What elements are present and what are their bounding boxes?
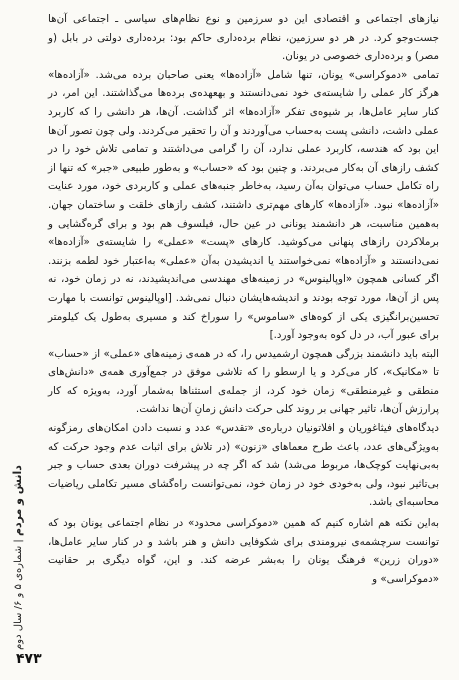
journal-title: دانش و مردم <box>10 465 24 537</box>
running-head-text: دانش و مردم | شماره‌ی ۵ و ۶/ سال دوم <box>10 465 24 650</box>
page-number: ۴۷۳ <box>16 651 42 667</box>
issue-info: شماره‌ی ۵ و ۶/ سال دوم <box>12 545 24 650</box>
paragraph-4: دیدگاه‌های فیثاغوریان و افلاتونیان درباره‌ی «تقدس» عدد و نسبت دادن امکان‌های رمزگونه به‌ویژگی‌های عدد، باعث طرح معماهای «زنون» (در تلاش برای اثبات عدم وجود حرکت که به‌بی‌نهایت کوچک‌ها، مربوط می‌شد) شد که اگر چه در پیشرفت دوران بعدی حساب و جبر بی‌تاثیر نبود، ولی به‌خودی خود در زمان خود، نمی‌توانست راه‌گشای مسیر تکاملی ریاضیات محاسبه‌ای باشد. <box>48 422 439 509</box>
paragraph-5: به‌این نکته هم اشاره کنیم که همین «دموکراسی محدود» در نظام اجتماعی یونان بود که توانست سرچشمه‌ی نیرومندی برای شکوفایی دانش و هنر باشد و در کنار سایر عامل‌ها، «دوران زرین» فرهنگ یونان را به‌بشر عرضه کند. و این، گواه دیگری بر حقانیت «دموکراسی» و <box>48 517 439 585</box>
paragraph-3: البته باید دانشمند بزرگی همچون ارشمیدس را، که در همه‌ی زمینه‌های «عملی» از «حساب» تا «مکانیک»، کار می‌کرد و یا ارسطو را که تلاشی موفق در جمع‌آوری همه‌ی «دانش‌های منطقی و غیرمنطقی» زمان خود کرد، از جمله‌ی استثناها به‌شمار آورد، به‌ویژه که کار پرارزش آن‌ها، تاثیر جهانی بر روند کلی حرکت دانش زمانِ آن‌ها نداشت. <box>48 347 439 416</box>
body-text <box>48 10 439 588</box>
paragraph-2: تمامی «دموکراسی» یونان، تنها شامل «آزاده‌ها» یعنی صاحبان برده می‌شد. «آزاده‌ها» هرگز کار عملی را شایسته‌ی خود نمی‌دانستند و بهعهده‌ی برده‌ها می‌گذاشتند. این امر، در کنار سایر عامل‌ها، بر شیوه‌ی تفکر «آزاده‌ها» اثر گذاشت. آن‌ها، هر دانشی را که کاربرد عملی داشت، دانشی پست به‌حساب می‌آوردند و آن را تحقیر می‌کردند. ولی چون تصور آن‌ها این بود که هندسه، کاربرد عملی ندارد، آن را گرامی می‌داشتند و تمامی تلاش خود را در کشف رازهای آن به‌کار می‌بردند. و چنین بود که «حساب» و به‌طور طبیعی «جبر» که تنها از راه تکامل حساب می‌توان به‌آن رسید، به‌خاطر جنبه‌های عملی و کاربردی خود، مورد عنایت «آزاده‌ها» نبود. «آزاده‌ها» کارهای مهم‌تری داشتند، کشف رازهای خلقت و ساختمان جهان. به‌همین مناسبت، هر دانشمند یونانی در عین حال، فیلسوف هم بود و برای گره‌گشایی و برملاکردن رازهای پنهانی می‌کوشید. کارهای «پست» «عملی» را شایسته‌ی «آزاده‌ها» نمی‌دانستند و «آزاده‌ها» نمی‌خواستند یا اندیشیدن به‌آن «عملی» به‌اعتبار خود لطمه بزنند. اگر کسانی همچون «اوپالینوس» در زمینه‌های مهندسی می‌اندیشیدند، نه در زمان خود، نه پس از آن‌ها، مورد توجه بودند و اندیشه‌هایشان دنبال نمی‌شد. [اوپالینوس توانست با مهارت تحسین‌برانگیزی یکی از کوه‌های «ساموس» را سوراخ کند و مسیری به‌طول یک کیلومتر برای عبور آب، در دل کوه به‌وجود آورد.] <box>48 68 439 342</box>
paragraph-1: نیازهای اجتماعی و اقتصادی این دو سرزمین و نوع نظام‌های سیاسی ـ اجتماعی آن‌ها جست‌وجو کرد. در هر دو سرزمین، نظام برده‌داری حاکم بود: برده‌داری دولتی در بابل (و مصر) و برده‌داری خصوصی در یونان. <box>48 13 439 63</box>
running-head <box>6 455 28 660</box>
